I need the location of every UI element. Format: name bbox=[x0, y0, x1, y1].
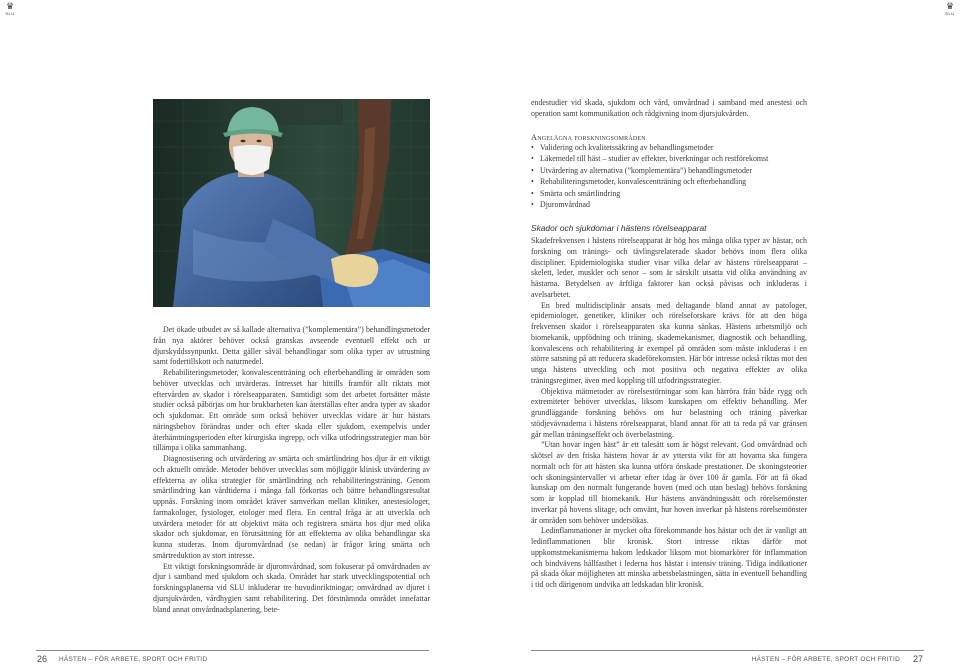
intro-paragraph: endestudier vid skada, sjukdom och vård, omvårdnad i samband med anestesi och operation samt kommunikation och rådgivning inom djursjukvården. bbox=[531, 98, 807, 118]
section-title: Skador och sjukdomar i hästens rörelseapparat bbox=[531, 223, 707, 233]
page-number-right: 27 bbox=[912, 654, 923, 664]
list-item: • Djuromvårdnad bbox=[531, 199, 811, 210]
logo-text: SLU bbox=[945, 11, 955, 16]
running-title-left: HÄSTEN – FÖR ARBETE, SPORT OCH FRITID bbox=[59, 656, 208, 663]
slu-logo-right bbox=[942, 2, 958, 16]
list-item: • Validering och kvalitetssäkring av behandlingsmetoder bbox=[531, 142, 811, 153]
page-number-left: 26 bbox=[37, 654, 48, 664]
list-item: • Utvärdering av alternativa (”komplementära”) behandlingsmetoder bbox=[531, 165, 811, 176]
crown-icon: ♛ bbox=[945, 1, 955, 11]
list-item: • Smärta och smärtlindring bbox=[531, 188, 811, 199]
left-column bbox=[153, 325, 430, 615]
paragraph: Det ökade utbudet av så kallade alternativa (”komplementära”) behandlingsmetoder från nya aktörer behöver också granskas avseende eventuell effekt och ur djurskyddssynpunkt. Detta gäller såväl behandlingar som olika typer av utrustning samt fodertillskott och naturmedel. bbox=[153, 325, 430, 367]
paragraph: Rehabiliteringsmetoder, konvalescentträning och efterbehandling är områden som behöver utvecklas och utvärderas. Intresset har hittills framför allt riktats mot eftervården av skador i rörelseapparaten. Samtidigt som det arbetet fortsätter måste studier också påbörjas om hur brukbarheten kan återställas efter andra typer av skador och sjukdomar. Ett område som också behöver utvecklas vidare är hur hästars näringsbehov förändras under och efter skada eller sjukdom, exempelvis under återhämtningsperioden efter kirurgiska ingrepp, och vilka utfodringsstrategier man bör tillämpa i olika sammanhang. bbox=[153, 368, 430, 453]
paragraph: ”Utan hovar ingen häst” är ett talesätt som är högst relevant. God omvårdnad och skötsel av den friska hästens hovar är av yttersta vikt för att hovarna ska fungera normalt och för att hästen ska kunna utföra önskade prestationer. De skoningsteorier och skoningsintervaller vi arbetar efter idag är över 100 år gamla. För att få ökad kunskap om den normalt fungerande hoven (med och utan beslag) behövs forskning som är kopplad till biomekanik. Hur hästens användningssätt och rörelsemönster inverkar på hovens slitage, och omvänt, hur hoven inverkar på hästens rörelsemönster är områden som behöver undersökas. bbox=[531, 440, 807, 525]
surgeon-illustration bbox=[153, 99, 430, 307]
paragraph: Ett viktigt forskningsområde är djuromvårdnad, som fokuserar på omvårdnaden av djur i samband med sjukdom och skada. Området har stark utvecklingspotential och forskningsplanerna vid SLU inkluderar tre huvudinriktningar; omvårdnad av djuret i djursjukvården, vårdhygien samt rehabilitering. Det förstnämnda området innefattar bland annat omvårdnadsplanering, bete- bbox=[153, 561, 430, 614]
areas-heading: Angelägna forskningsområden bbox=[531, 133, 646, 142]
paragraph: Skadefrekvensen i hästens rörelseapparat är hög hos många olika typer av hästar, och forskning om tränings- och tävlingsrelaterade skador behövs inom flera olika discipliner. Epidemiologiska studier visar vilka delar av hästens rörelseapparat – skelett, leder, muskler och senor – som är särskilt utsatta vid olika användning av hästarna. Betydelsen av ärftliga faktorer kan också påvisas och inkluderas i avelsarbetet. bbox=[531, 236, 807, 299]
slu-logo-left bbox=[2, 2, 18, 16]
surgeon-photo bbox=[153, 99, 430, 307]
list-item: • Läkemedel till häst – studier av effekter, biverkningar och restförekomst bbox=[531, 153, 811, 164]
running-title-right: HÄSTEN – FÖR ARBETE, SPORT OCH FRITID bbox=[751, 656, 900, 663]
logo-text: SLU bbox=[5, 11, 15, 16]
footer-rule-right bbox=[531, 650, 924, 651]
paragraph: En bred multidisciplinär ansats med deltagande bland annat av patologer, epidemiologer, genetiker, kliniker och rörelseforskare krävs för att den höga frekvensen skador i rörelseapparaten ska kunna sänkas. Hästens arbetsmiljö och biomekanik, uppfödning och träning, skademekanismer, diagnostik och behandling, konvalescens och rehabilitering är exempel på områden som måste inkluderas i en större satsning på att reducera skadeförekomsten. Här bör intresse också riktas mot den unga hästens utveckling och mot positiva och negativa effekter av olika träningsregimer, även med koppling till utfodringsstrategier. bbox=[531, 300, 807, 385]
paragraph: Ledinflammationer är mycket ofta förekommande hos hästar och det är vanligt att ledinflammationen blir kronisk. Stort intresse riktas därför mot uppkomstmekanismerna bakom ledskador liksom mot biomarkörer för inflammation och bindvävens hållfasthet i lederna hos hästar i intensiv träning. Tidiga indikationer på skada ökar möjligheten att minska arbetsbelastningen, sätta in eventuell behandling i tid och därigenom undvika att ledskadan blir kronisk. bbox=[531, 526, 807, 589]
research-areas bbox=[531, 133, 811, 210]
list-item: • Rehabiliteringsmetoder, konvalescentträning och efterbehandling bbox=[531, 176, 811, 187]
footer-rule-left bbox=[36, 650, 429, 651]
right-column bbox=[531, 236, 807, 591]
areas-list bbox=[531, 142, 811, 210]
paragraph: Objektiva mätmetoder av rörelsestörningar som kan härröra från både rygg och extremiteter behöver utvecklas, liksom kunskapen om effektiv behandling. Mer grundläggande forskning behövs om hur belastning och träning påverkar stödjevävnaderna i hästens rörelseapparat, bland annat för att ta reda på var gränsen går mellan träningseffekt och överbelastning. bbox=[531, 386, 807, 439]
paragraph: Diagnostisering och utvärdering av smärta och smärtlindring hos djur är ett viktigt och aktuellt område. Metoder behöver utvecklas som möjliggör klinisk utvärdering av effekterna av olika strategier för smärtlindring och rehabiliteringsträning. Genom smärtlindring kan vårdtiderna i många fall förkortas och bättre behandlingsresultat uppnås. Forskning inom området kräver samverkan mellan kliniker, anestesiologer, farmakologer, fysiologer, etologer med flera. En central fråga är att utveckla och utvärdera metoder för att objektivt mäta och registrera smärta hos djur med olika skador och sjukdomar, en förutsättning för att effekterna av olika behandlingar ska kunna studeras. Inom djuromvårdnad (se nedan) är frågor kring smärta och smärtreduktion av stort intresse. bbox=[153, 454, 430, 560]
right-intro bbox=[531, 98, 807, 120]
crown-icon: ♛ bbox=[5, 1, 15, 11]
